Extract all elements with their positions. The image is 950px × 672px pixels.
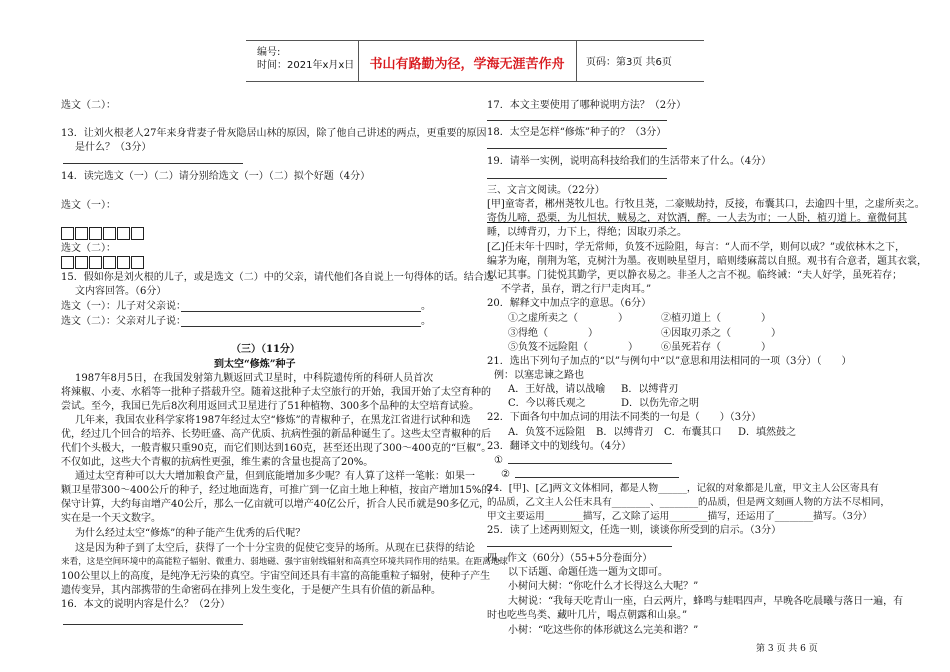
q21-example: 例：以塞忠谏之路也 (494, 370, 584, 381)
title-boxes-1[interactable] (61, 227, 157, 240)
question-15: 15．假如你是刘火根的儿子，或是选文（二）中的父亲，请代他们各自说上一句得体的话。结合选 (61, 272, 494, 283)
para4-line1: 为什么经过太空“修炼”的种子能产生优秀的后代呢？ (75, 528, 306, 539)
answer-line-15a[interactable] (181, 311, 421, 312)
para3-line1: 通过太空育种可以大大增加粮食产量，但到底能增加多少呢？有人算了这样一笔帐：如果一 (75, 471, 475, 482)
q20-item6: ⑥虽死若存（ ） (661, 342, 771, 353)
para1-line2: 将辣椒、小麦、水稻等一批种子搭载升空。随着这批种子太空旅行的开始，我国开始了太空育种的 (61, 387, 491, 398)
question-21: 21．选出下列句子加点的“以”与例句中“以”意思和用法相同的一项（3分）（ ） (487, 356, 852, 367)
answer-line-23b[interactable] (515, 477, 679, 478)
para1-line3: 尝试。至今，我国已先后8次利用返回式卫星进行了51种植物、300多个品种的太空培育试验。 (61, 401, 480, 412)
answer-line-17[interactable] (487, 120, 667, 121)
q22-option-d[interactable]: D．填然鼓之 (738, 427, 797, 438)
q21-option-a[interactable]: A．王好战，请以战喻 (508, 384, 606, 395)
q20-item1: ①之虚所卖之（ ） (508, 313, 628, 324)
question-15-father-label: 选文（二）：父亲对儿子说： (61, 316, 186, 327)
section-classical-heading: 三、文言文阅读。（22分） (487, 185, 605, 196)
question-15-cont: 文内容回答。（6分） (75, 286, 167, 297)
header-date-label: 时间：2021年x月x日 (257, 60, 355, 71)
passage1-title-label: 选文（一）： (61, 200, 116, 211)
article-title: 到太空“修炼”种子 (214, 359, 296, 370)
answer-line-16[interactable] (63, 624, 243, 625)
section-three-heading: （三）（11分） (231, 344, 300, 355)
question-25: 25．读了上述两则短文，任选一则，谈谈你所受到的启示。（3分） (487, 525, 782, 536)
q23-marker-2: ② (501, 469, 510, 480)
q21-option-b[interactable]: B．以缚背刃 (621, 384, 679, 395)
q22-option-b[interactable]: B．以缚背刃 (596, 427, 654, 438)
header-number-label: 编号: (257, 47, 281, 58)
composition-line2: 大树说：“我每天吃青山一座，白云两片，蜂鸣与蛙唱四声，早晚各吃晨曦与落日一遍，有 (508, 596, 904, 607)
para5-line4: 遗传变异，其内部携带的生命密码在排列上发生变化，于是便产生具有价值的新品种。 (61, 585, 441, 596)
text-jia-line2: 寄伪儿啼，恐栗，为儿恒状，贼易之，对饮酒，醉。一人去为市；一人卧，植刃道上。童微伺其 (487, 213, 907, 224)
para5-line1: 这是因为种子到了太空后，获得了一个十分宝贵的促使它变异的场所。从现在已获得的结论 (75, 543, 475, 554)
question-22: 22．下面各句中加点词的用法不同类的一句是（ ）（3分） (487, 412, 762, 423)
passage2-title-label: 选文（二）： (61, 243, 116, 254)
passage2-label: 选文（二）： (61, 100, 116, 111)
para5-line3: 100公里以上的高度，是纯净无污染的真空。宇宙空间还具有丰富的高能重粒子辐射，使种子产生 (61, 571, 491, 582)
q22-option-a[interactable]: A．负笈不远险阻 (508, 427, 586, 438)
header-motto-cell (358, 41, 577, 81)
q23-marker-1: ① (494, 455, 503, 466)
text-yi-line3: 以记其事。门徒悦其勤学，更以静衣易之。非圣人之言不视。临终诫：“夫人好学，虽死若存； (487, 270, 903, 281)
para3-line4: 实在是一个天文数字。 (61, 513, 161, 524)
question-24-line2: 的品质，乙文主人公任末具有________、________的品质，但是两文刻画人物的方法不尽相同， (487, 497, 890, 508)
q20-item4: ④因取刃杀之（ ） (661, 328, 781, 339)
period-b: 。 (421, 316, 431, 327)
text-yi-line4: 不学者，虽存，谓之行尸走肉耳。” (501, 284, 652, 295)
text-jia-line3: 睡，以缚背刃，力下上，得绝；因取刃杀之。 (487, 227, 687, 238)
q21-option-d[interactable]: D．以伤先帝之明 (621, 398, 700, 409)
composition-line1: 小树问大树：“你吃什么才长得这么大呢？” (508, 581, 699, 592)
answer-line-18[interactable] (487, 148, 667, 149)
page-footer: 第 3 页 共 6 页 (756, 644, 818, 654)
para3-line2: 颗卫星带300～400公斤的种子，经过地面选育，可推广到一亿亩土地上种植，按亩产增加15%的 (61, 485, 492, 496)
answer-line-15b[interactable] (181, 326, 421, 327)
question-16: 16．本文的说明内容是什么？（2分） (61, 599, 231, 610)
answer-line-13[interactable] (63, 163, 243, 164)
para2-line4: 不仅如此，这些大个青椒的抗病性更强，维生素的含量也提高了20%。 (61, 457, 374, 468)
q20-item3: ③得绝（ ） (508, 328, 598, 339)
header-page-label: 页码：第3页 共6页 (586, 57, 672, 68)
answer-line-23a[interactable] (508, 463, 672, 464)
q22-option-c[interactable]: C．布囊其口 (664, 427, 722, 438)
para2-line3: 代们个头极大，一般青椒只重90克，而它们则达到160克，甚至还出现了300～400克的“巨椒”。 (61, 443, 492, 454)
question-20: 20．解释文中加点字的意思。（6分） (487, 298, 652, 309)
answer-line-19[interactable] (487, 178, 667, 179)
question-24-line3: 甲文主要运用________描写，乙文除了运用________描写，还运用了________描写。（3分） (487, 511, 873, 522)
period-a: 。 (421, 301, 431, 312)
header-motto: 书山有路勤为径，学海无涯苦作舟 (369, 57, 565, 72)
para1-line1: 1987年8月5日，在我国发射第九颗返回式卫星时，中科院遗传所的科研人员首次 (75, 373, 434, 384)
title-boxes-2[interactable] (61, 256, 157, 269)
question-24-line1: 24．[甲]、[乙]两文文体相同，都是人物______，记叙的对象都是儿童，甲文主人公区寄具有 (487, 483, 879, 494)
question-13-score: 是什么？（3分） (75, 142, 152, 153)
section-composition-heading: 四、作文（60分）（55+5分卷面分） (487, 553, 653, 564)
question-18: 18．太空是怎样“修炼”种子的？（3分） (487, 127, 667, 138)
answer-line-25[interactable] (487, 546, 672, 547)
para2-line1: 几年来，我国农业科学家将1987年经过太空“修炼”的青椒种子，在黑龙江省进行试种和选 (75, 415, 471, 426)
text-yi-line2: 编茅为庵，削荆为笔，克树汁为墨。夜则映星望月，暗则缕麻蒿以自照。观书有合意者，题其衣裳， (487, 256, 927, 267)
para3-line3: 保守计算，大约每亩增产40公斤，那么一亿亩就可以增产40亿公斤，折合人民币就是90多亿元， (61, 499, 490, 510)
composition-instruction: 以下话题、命题任选一题为文即可。 (508, 567, 668, 578)
para5-line2: 来看，这是空间环境中的高能粒子辐射、微重力、弱地磁、强宇宙射线辐射和高真空环境共同作用的结果。在距离地球 (61, 557, 508, 567)
composition-line3: 时也吃些鸟类、藏叶几片，喝点朝露和山泉。” (487, 610, 688, 621)
text-yi-line1: [乙]任末年十四时，学无常师，负笈不远险阻，每言：“人而不学，则何以成？”或依林木之下， (487, 242, 906, 253)
question-13: 13．让刘火根老人27年来身背妻子骨灰隐居山林的原因，除了他自己讲述的两点，更重要的原因 (61, 128, 487, 139)
question-17: 17．本文主要使用了哪种说明方法？（2分） (487, 100, 687, 111)
q21-option-c[interactable]: C．今以蒋氏观之 (508, 398, 586, 409)
question-15-son-label: 选文（一）：儿子对父亲说： (61, 301, 186, 312)
question-14: 14．读完选文（一）（二）请分别给选文（一）（二）拟个好题（4分） (61, 171, 371, 182)
question-23: 23．翻译文中的划线句。（4分） (487, 441, 632, 452)
composition-line4: 小树：“吃这些你的体形就这么完美和谐？” (508, 625, 699, 636)
para2-line2: 优，经过几个回合的培养、长势旺盛、高产优质、抗病性强的新品种诞生了。这些太空青椒种的后 (61, 429, 491, 440)
page-header (246, 40, 704, 82)
q20-item2: ②植刃道上（ ） (661, 313, 771, 324)
text-jia-line1: [甲]童寄者，郴州荛牧儿也。行牧且荛，二豪贼劫持，反接，布囊其口，去逾四十里，之虚所卖之。 (487, 199, 925, 210)
question-19: 19．请举一实例，说明高科技给我们的生活带来了什么。（4分） (487, 156, 772, 167)
q20-item5: ⑤负笈不远险阻（ ） (508, 342, 638, 353)
header-info-cell (246, 41, 359, 81)
